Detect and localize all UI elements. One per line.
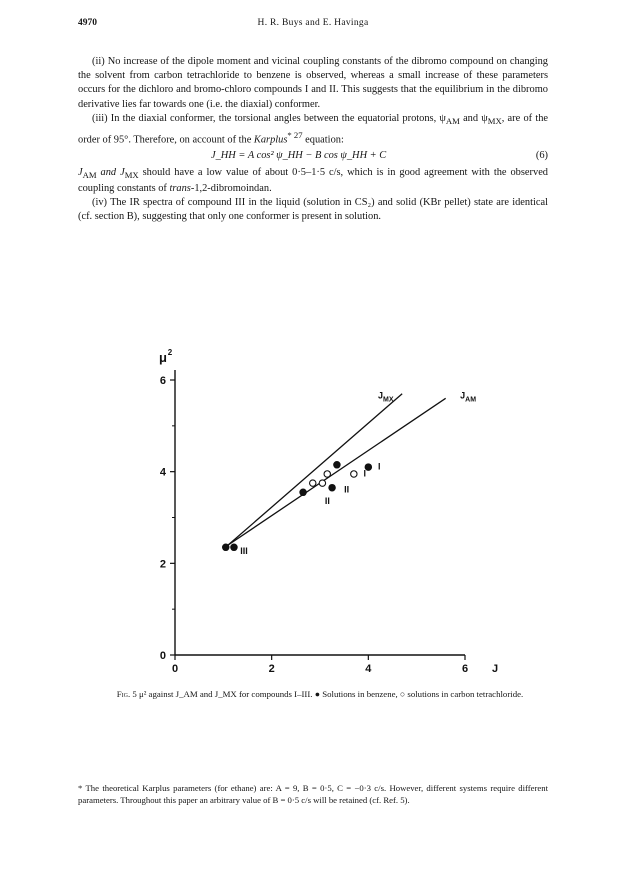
point-benzene — [231, 544, 237, 550]
y-tick-label: 0 — [159, 650, 166, 662]
point-annotation: II — [344, 484, 350, 495]
point-ccl4 — [319, 480, 325, 486]
x-tick-label: 2 — [268, 663, 275, 675]
regression-line — [228, 398, 446, 545]
karplus-equation — [78, 149, 548, 165]
point-ccl4 — [324, 471, 330, 477]
page-header — [78, 18, 548, 32]
paragraph-coupling: $J_{AM}$ and $J_{MX}$ should have a low value of about 0·5–1·5 c/s, which is in good agreement with the observed coupling constants of trans-1,2-dibromoindan. — [78, 166, 548, 195]
paragraph-iv: (iv) The IR spectra of compound III in the liquid (solution in CS₂) and solid (KBr pellet) state are identical (cf. section B), suggesting that only one conformer is present in solution. — [78, 197, 548, 223]
y-axis-label-exponent: 2 — [167, 348, 173, 357]
point-benzene — [223, 544, 229, 550]
equation-formula: J_HH = A cos² ψ_HH − B cos ψ_HH + C — [211, 149, 387, 161]
point-annotation: $J_{AM}$ — [460, 390, 477, 404]
body-text — [78, 55, 548, 225]
point-ccl4 — [351, 471, 357, 477]
paragraph-ii: (ii) No increase of the dipole moment and vicinal coupling constants of the dibromo compound on changing the solvent from carbon tetrachloride to benzene is observed, whereas a small increase of these parameters occurs for the dichloro and bromo-chloro compounds I and II. This suggests that the equilibrium in the dibromo derivative lies far towards one (i.e. the diaxial) conformer. — [78, 56, 548, 110]
point-ccl4 — [310, 480, 316, 486]
running-head: H. R. Buys and E. Havinga — [257, 18, 369, 28]
point-annotation: III — [240, 546, 248, 557]
point-annotation: I — [363, 468, 367, 479]
figure-5 — [135, 340, 515, 680]
caption-text: μ² against J_AM and J_MX for compounds I–III. ● Solutions in benzene, ○ solutions in carbon tetrachloride. — [139, 689, 524, 699]
point-benzene — [365, 464, 371, 470]
y-tick-label: 4 — [159, 466, 166, 479]
equation-number: (6) — [535, 149, 548, 161]
point-annotation: II — [324, 495, 330, 506]
x-tick-label: 0 — [171, 663, 179, 675]
x-axis-label: J — [491, 663, 499, 675]
paragraph-iii: (iii) In the diaxial conformer, the torsional angles between the equatorial protons, $\psi_{AM}$ and $\psi_{MX}$, are of the order of 95°. Therefore, on account of the Karplus$^{* 27}$ equation: — [78, 112, 549, 146]
caption-label: Fig. 5 — [116, 689, 137, 699]
point-benzene — [329, 485, 335, 491]
scatter-chart — [135, 340, 515, 680]
point-annotation: I — [378, 461, 381, 472]
point-benzene — [300, 489, 306, 495]
footnote: * The theoretical Karplus parameters (for ethane) are: A = 9, B = 0·5, C = −0·3 c/s. However, different systems require different parameters. Throughout this paper an arbitrary value of B = 0·5 c/s will be retained (cf. Ref. 5). — [78, 783, 548, 805]
figure-caption — [90, 688, 550, 700]
y-tick-label: 2 — [159, 558, 166, 571]
x-tick-label: 6 — [461, 663, 469, 675]
regression-line — [228, 394, 402, 545]
y-tick-label: 6 — [159, 375, 166, 387]
page-number: 4970 — [78, 18, 97, 28]
y-axis-label: μ — [159, 350, 167, 365]
x-tick-label: 4 — [365, 663, 372, 675]
point-benzene — [334, 462, 340, 468]
point-annotation: $J_{MX}$ — [378, 390, 394, 404]
